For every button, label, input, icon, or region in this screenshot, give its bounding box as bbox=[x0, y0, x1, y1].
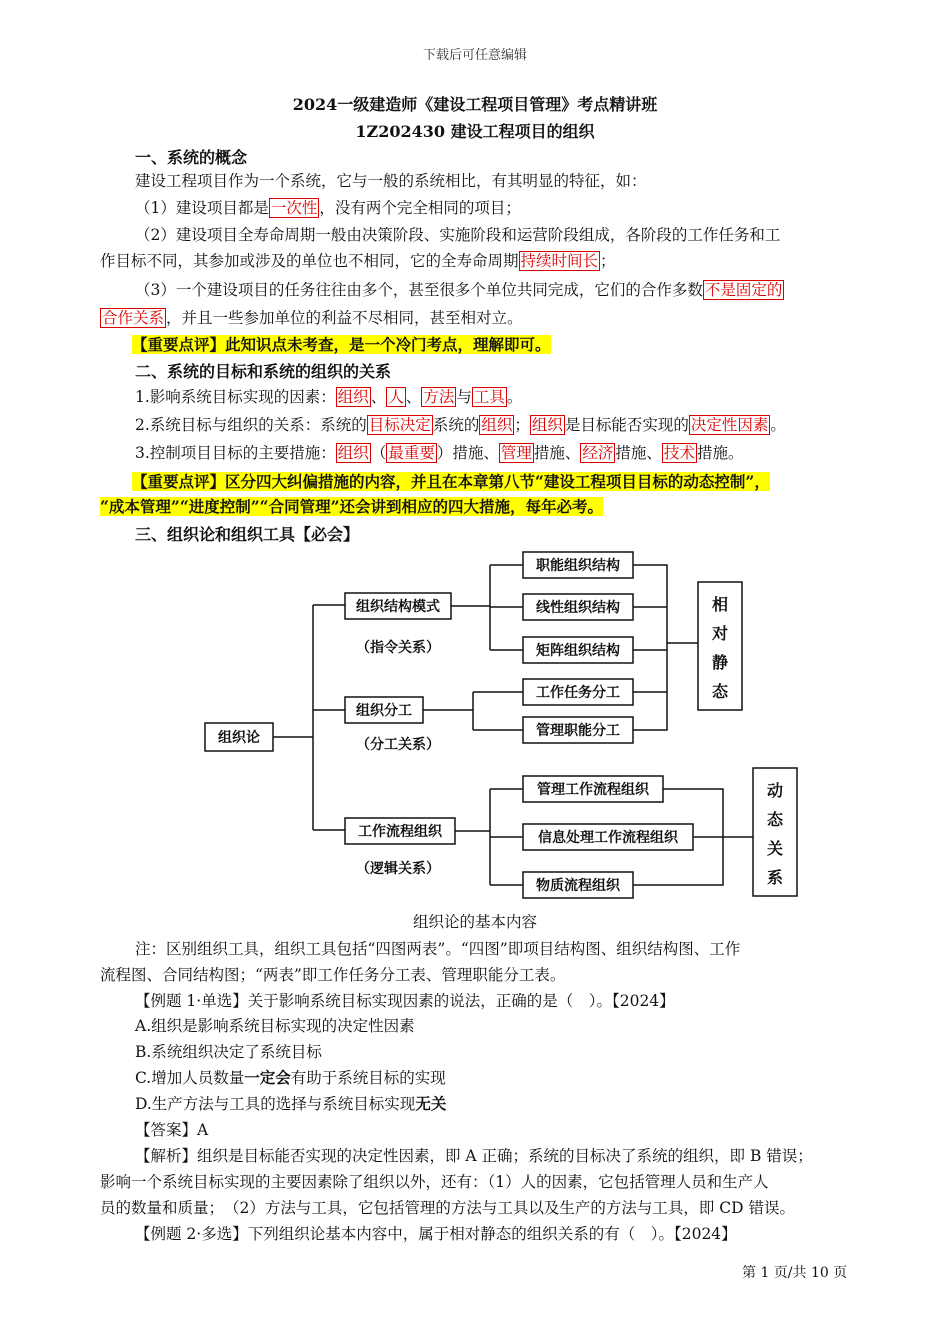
option-a: A.组织是影响系统目标实现的决定性因素 bbox=[135, 1017, 415, 1035]
keyword-box: 组织 bbox=[337, 444, 369, 462]
question-stem: 【例题 1·单选】关于影响系统目标实现因素的说法，正确的是（ ）。【2024】 bbox=[135, 992, 675, 1010]
node-structure-model-sub: （指令关系） bbox=[356, 640, 440, 656]
node-function-division-label: 管理职能分工 bbox=[536, 723, 620, 739]
dynamic-char-3: 关 bbox=[766, 839, 784, 858]
document-title: 2024一级建造师《建设工程项目管理》考点精讲班 bbox=[292, 95, 658, 114]
heading-goal-org: 二、系统的目标和系统的组织的关系 bbox=[135, 362, 392, 381]
dynamic-char-4: 系 bbox=[766, 868, 784, 887]
explanation: 员的数量和质量； （2）方法与工具，它包括管理的方法与工具以及生产的方法与工具，即 CD 错误。 bbox=[100, 1199, 796, 1217]
node-structure-model-label: 组织结构模式 bbox=[356, 599, 440, 615]
keyword-box: 目标决定 bbox=[368, 416, 431, 434]
node-material-workflow-label: 物质流程组织 bbox=[536, 878, 620, 894]
keyword-box: 一次性 bbox=[270, 199, 318, 217]
keyword-box: 管理 bbox=[500, 444, 532, 462]
explanation: 【解析】组织是目标能否实现的决定性因素，即 A 正确；系统的目标决了系统的组织，即 B 错误； bbox=[135, 1147, 813, 1165]
static-char-3: 静 bbox=[711, 653, 729, 672]
option-c: C.增加人员数量一定会有助于系统目标的实现 bbox=[135, 1068, 446, 1087]
list-item: 3.控制项目目标的主要措施： 组织 （ 最重要 ）措施、 管理 措施、 经济 措施、 技术 措施。 bbox=[135, 444, 744, 462]
option-d: D.生产方法与工具的选择与系统目标实现无关 bbox=[135, 1094, 447, 1113]
node-mgmt-workflow-label: 管理工作流程组织 bbox=[537, 782, 649, 798]
paragraph: 注：区别组织工具，组织工具包括“四图两表”。“四图”即项目结构图、组织结构图、工作 bbox=[135, 940, 741, 958]
node-functional-label: 职能组织结构 bbox=[536, 558, 620, 574]
page-header: 下载后可任意编辑 bbox=[422, 48, 527, 63]
node-division-sub: （分工关系） bbox=[356, 737, 440, 753]
static-char-4: 态 bbox=[711, 682, 729, 701]
keyword-box: 工具 bbox=[473, 388, 505, 406]
dynamic-char-2: 态 bbox=[766, 810, 784, 829]
question-stem: 【例题 2·多选】下列组织论基本内容中，属于相对静态的组织关系的有（ ）。【2024】 bbox=[135, 1225, 737, 1243]
important-note: 【重要点评】此知识点未考查，是一个冷门考点，理解即可。 bbox=[132, 335, 551, 354]
keyword-box: 方法 bbox=[423, 388, 455, 406]
node-info-workflow-label: 信息处理工作流程组织 bbox=[538, 830, 678, 846]
heading-system-concept: 一、系统的概念 bbox=[135, 148, 248, 167]
keyword-box: 组织 bbox=[337, 388, 369, 406]
paragraph: 流程图、合同结构图；“两表”即工作任务分工表、管理职能分工表。 bbox=[100, 966, 566, 984]
org-theory-diagram bbox=[195, 540, 815, 905]
node-root-label: 组织论 bbox=[218, 730, 260, 746]
keyword-box: 组织 bbox=[531, 416, 563, 434]
node-workflow-label: 工作流程组织 bbox=[358, 824, 442, 840]
keyword-box: 经济 bbox=[582, 444, 614, 462]
keyword-box: 人 bbox=[388, 388, 404, 406]
section-title: 1Z202430 建设工程项目的组织 bbox=[355, 122, 595, 141]
static-char-2: 对 bbox=[711, 624, 729, 643]
node-division-label: 组织分工 bbox=[356, 703, 412, 719]
keyword-box: 组织 bbox=[481, 416, 513, 434]
explanation: 影响一个系统目标实现的主要因素除了组织以外，还有：（1）人的因素，它包括管理人员和生产人 bbox=[100, 1173, 769, 1191]
static-char-1: 相 bbox=[711, 595, 729, 614]
keyword-box: 不是固定的 bbox=[704, 281, 783, 299]
important-note: “成本管理”“进度控制”“合同管理”还会讲到相应的四大措施，每年必考。 bbox=[100, 497, 603, 516]
node-task-division-label: 工作任务分工 bbox=[536, 685, 620, 701]
keyword-box: 持续时间长 bbox=[520, 252, 599, 270]
dynamic-char-1: 动 bbox=[766, 781, 784, 800]
important-note: 【重要点评】区分四大纠偏措施的内容，并且在本章第八节“建设工程项目目标的动态控制”， bbox=[132, 472, 770, 491]
keyword-box: 最重要 bbox=[388, 444, 435, 462]
diagram-caption: 组织论的基本内容 bbox=[412, 913, 537, 931]
paragraph: 建设工程项目作为一个系统，它与一般的系统相比，有其明显的特征，如： bbox=[135, 172, 647, 190]
list-item: 1.影响系统目标实现的因素： 组织 、 人 、 方法 与 工具 。 bbox=[135, 388, 523, 406]
keyword-box: 技术 bbox=[663, 444, 695, 462]
paragraph: （3）一个建设项目的任务往往由多个，甚至很多个单位共同完成，它们的合作多数 不是固定的 bbox=[135, 281, 783, 299]
paragraph: （1）建设项目都是 一次性 ，没有两个完全相同的项目； bbox=[135, 199, 521, 217]
node-linear-label: 线性组织结构 bbox=[536, 600, 620, 616]
node-matrix-label: 矩阵组织结构 bbox=[536, 643, 620, 659]
heading-org-theory: 三、组织论和组织工具【必会】 bbox=[135, 525, 360, 544]
answer: 【答案】A bbox=[135, 1121, 209, 1139]
node-workflow-sub: （逻辑关系） bbox=[356, 861, 440, 877]
page-footer: 第 1 页/共 10 页 bbox=[742, 1265, 848, 1281]
keyword-box: 决定性因素 bbox=[690, 416, 769, 434]
keyword-box: 合作关系 bbox=[102, 309, 165, 327]
paragraph: （2）建设项目全寿命周期一般由决策阶段、实施阶段和运营阶段组成，各阶段的工作任务和工 bbox=[135, 226, 781, 244]
list-item: 2.系统目标与组织的关系：系统的 目标决定 系统的 组织 ； 组织 是目标能否实现的 决定性因素 。 bbox=[135, 416, 786, 434]
paragraph: 合作关系 ，并且一些参加单位的利益不尽相同，甚至相对立。 bbox=[102, 309, 523, 327]
option-b: B.系统组织决定了系统目标 bbox=[135, 1043, 322, 1061]
paragraph: 作目标不同，其参加或涉及的单位也不相同，它的全寿命周期 持续时间长 ； bbox=[100, 252, 616, 270]
